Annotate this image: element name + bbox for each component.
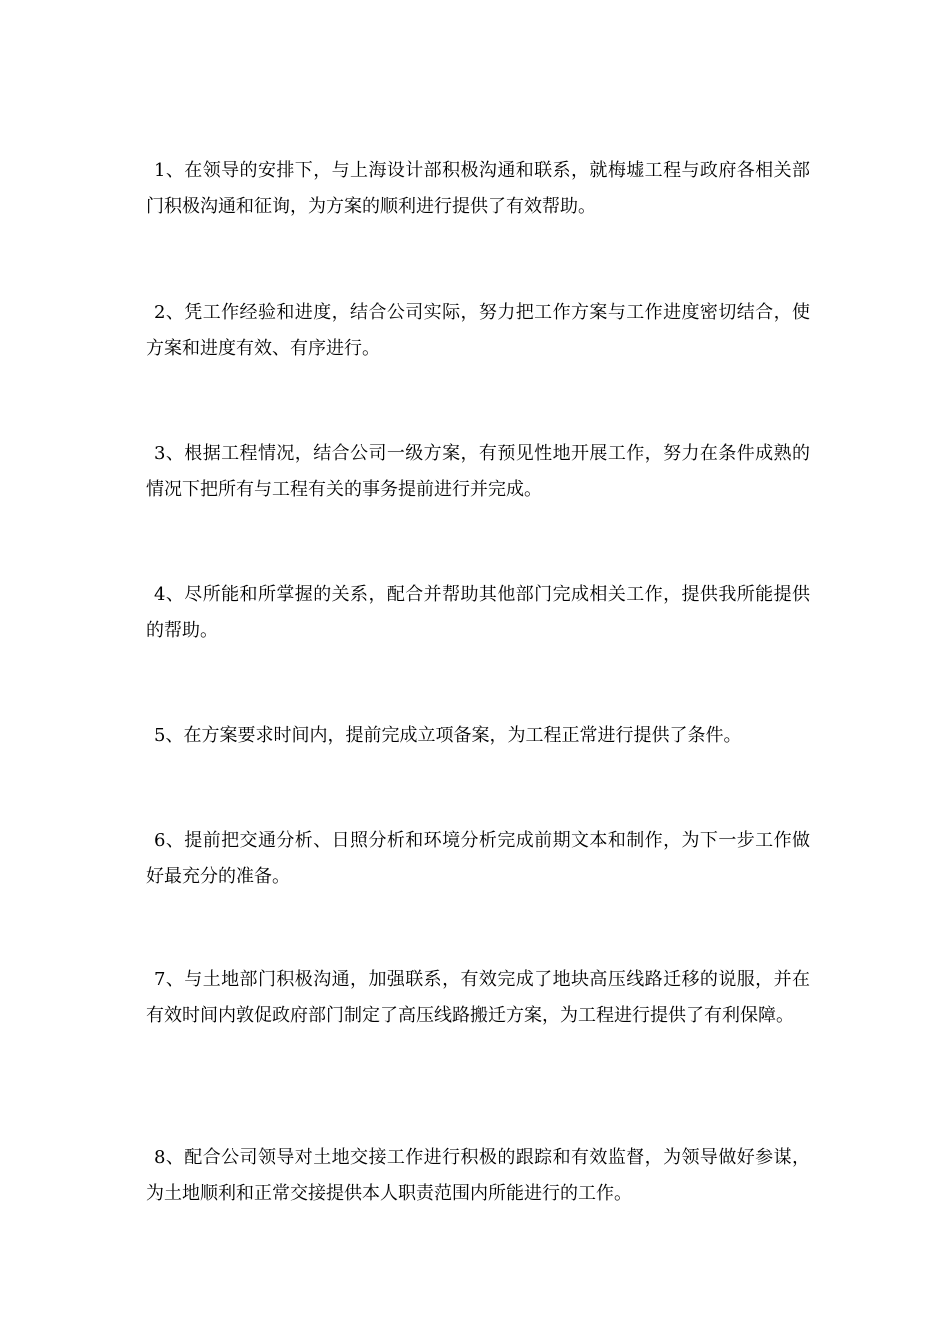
paragraph-8: 8、配合公司领导对土地交接工作进行积极的跟踪和有效监督，为领导做好参谋，为土地顺利和正常交接提供本人职责范围内所能进行的工作。 bbox=[146, 1147, 810, 1204]
paragraph-2: 2、凭工作经验和进度，结合公司实际，努力把工作方案与工作进度密切结合，使方案和进度有效、有序进行。 bbox=[146, 302, 810, 359]
paragraph-5: 5、在方案要求时间内，提前完成立项备案，为工程正常进行提供了条件。 bbox=[154, 725, 742, 746]
paragraph-1: 1、在领导的安排下，与上海设计部积极沟通和联系，就梅墟工程与政府各相关部门积极沟通和征询，为方案的顺利进行提供了有效帮助。 bbox=[146, 160, 810, 217]
paragraph-7: 7、与土地部门积极沟通，加强联系，有效完成了地块高压线路迁移的说服，并在有效时间内敦促政府部门制定了高压线路搬迁方案，为工程进行提供了有利保障。 bbox=[146, 969, 810, 1026]
paragraph-3: 3、根据工程情况，结合公司一级方案，有预见性地开展工作，努力在条件成熟的情况下把所有与工程有关的事务提前进行并完成。 bbox=[146, 443, 810, 500]
paragraph-4: 4、尽所能和所掌握的关系，配合并帮助其他部门完成相关工作，提供我所能提供的帮助。 bbox=[146, 584, 810, 641]
paragraph-6: 6、提前把交通分析、日照分析和环境分析完成前期文本和制作，为下一步工作做好最充分的准备。 bbox=[146, 830, 810, 887]
